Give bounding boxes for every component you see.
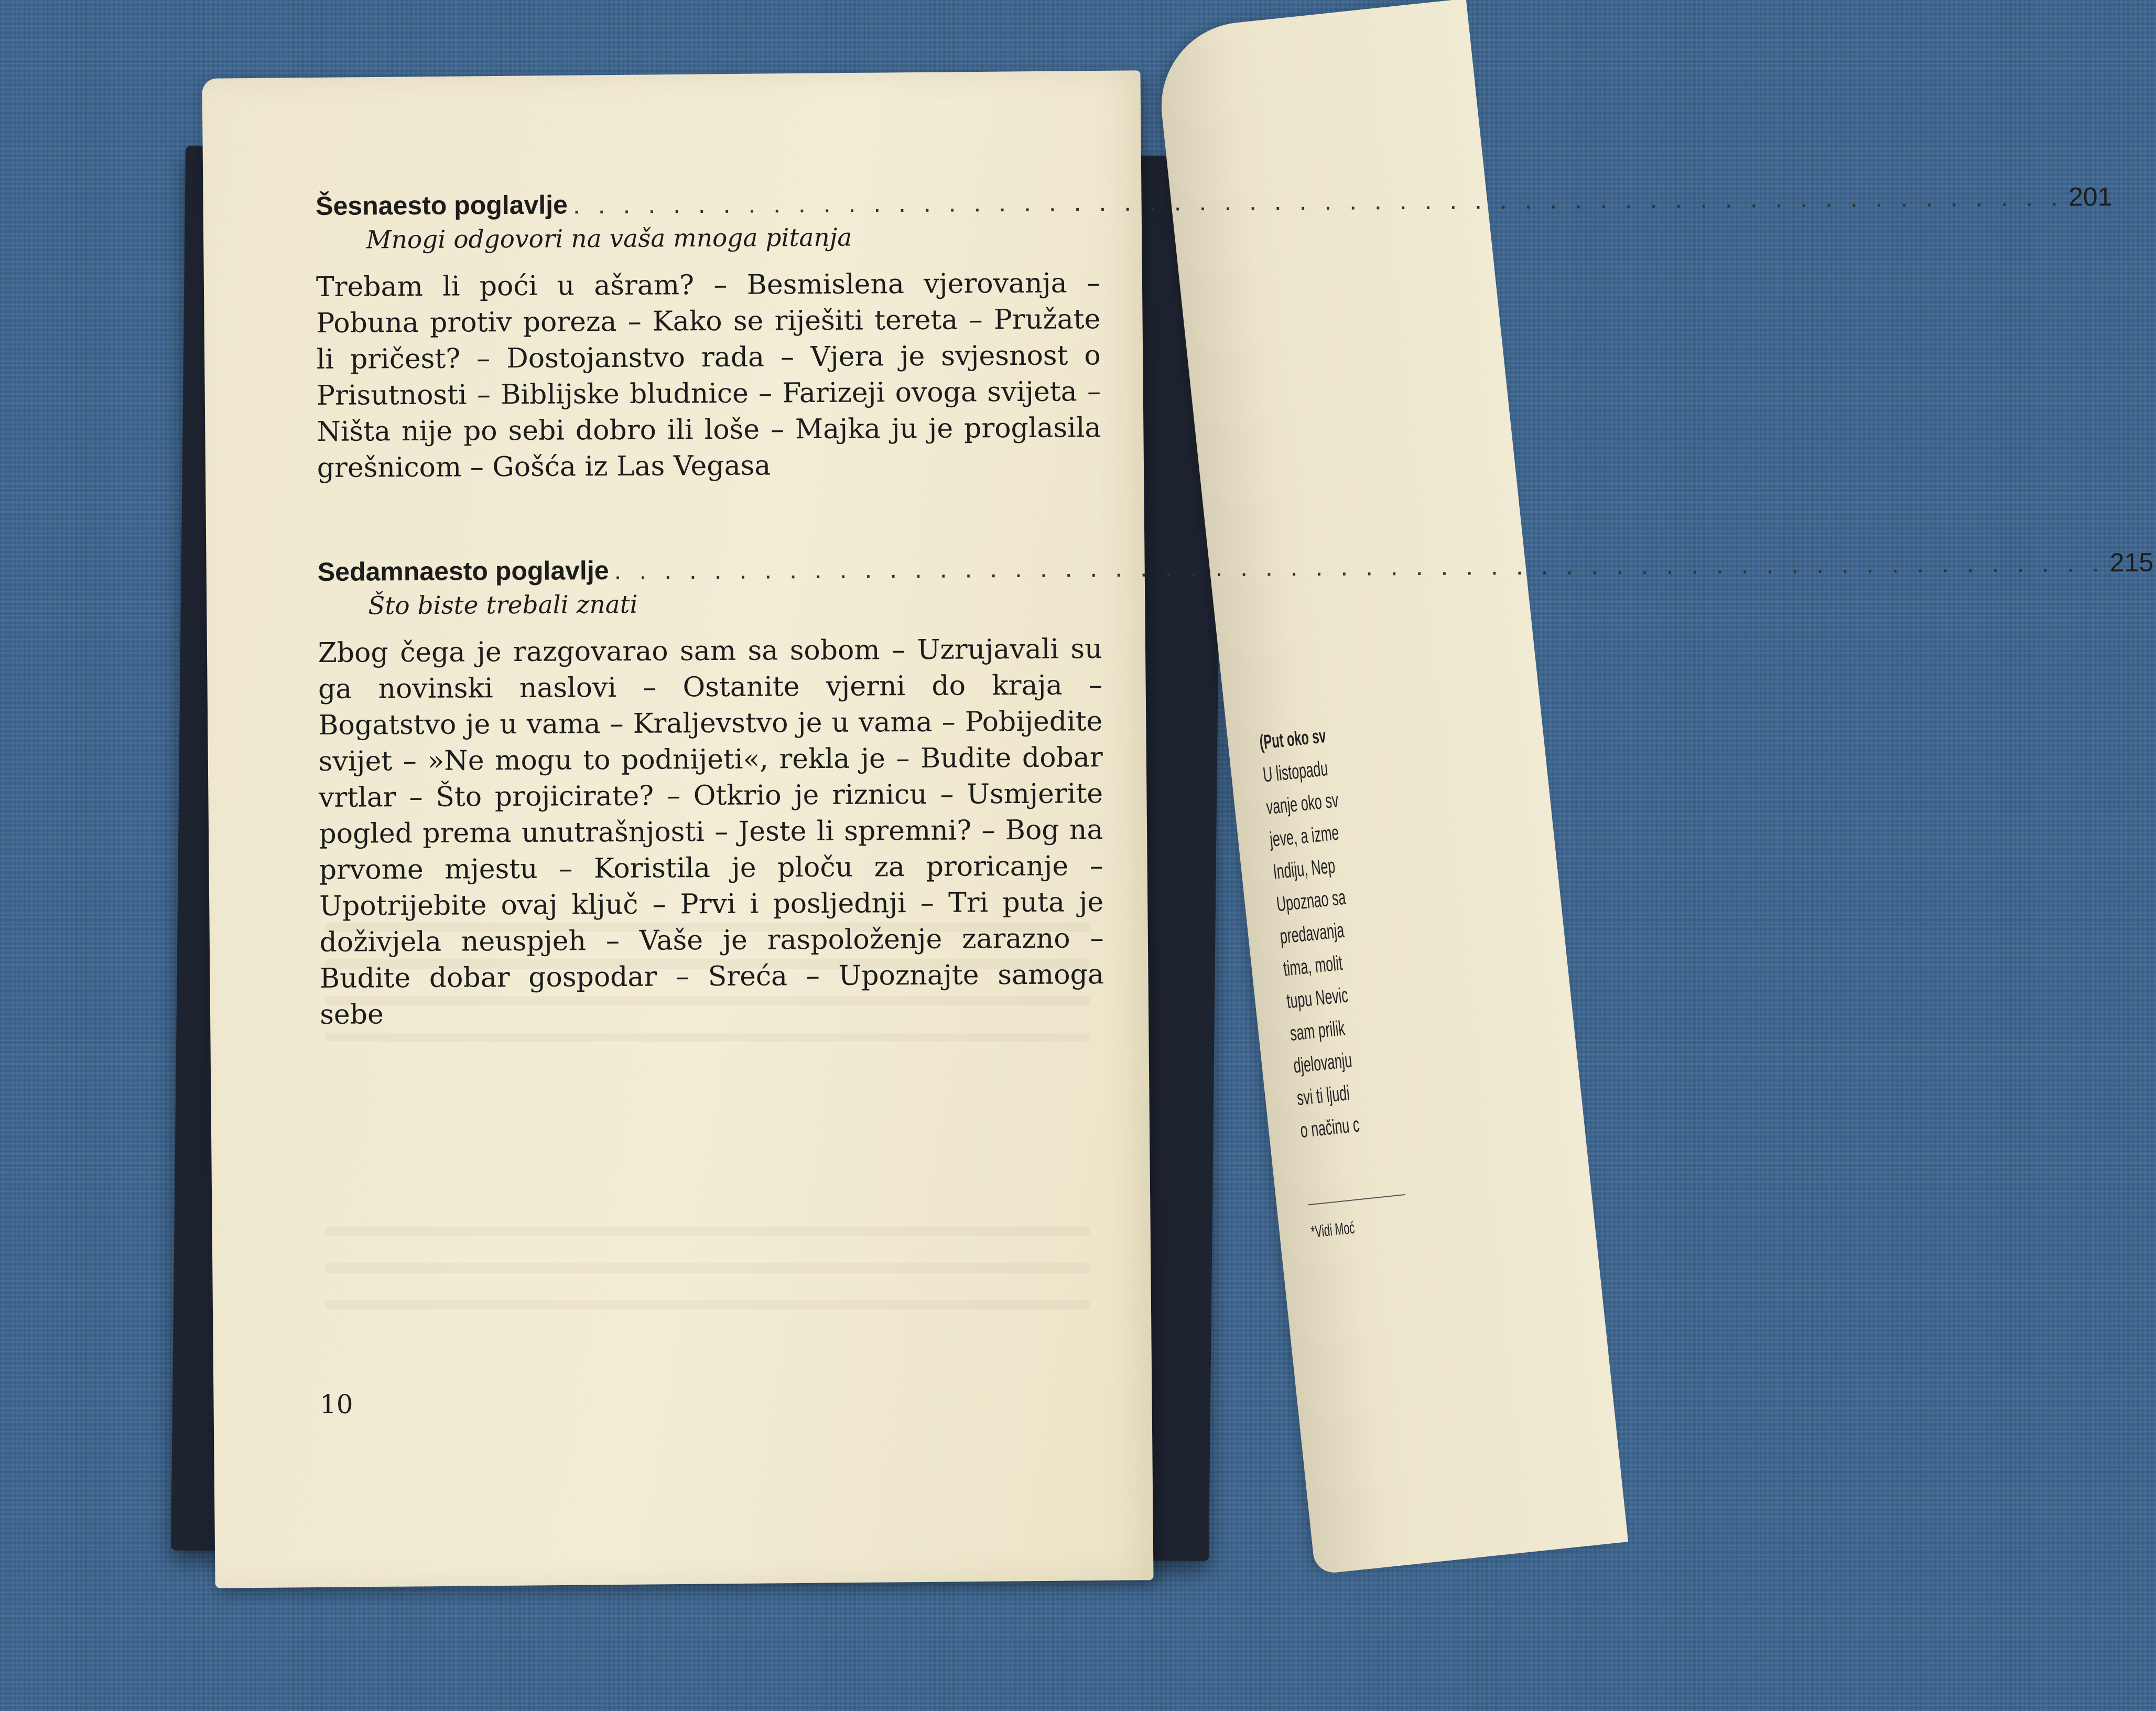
right-page-line: o načinu c [1299, 1113, 1361, 1143]
chapter-heading [317, 547, 2154, 589]
right-page-text [1258, 717, 1410, 1248]
right-page-line: tima, molit [1282, 951, 1344, 981]
chapter-subtitle: Što biste trebali znati [368, 590, 638, 621]
chapter-heading [316, 182, 2112, 223]
right-page-line: jeve, a izme [1269, 821, 1340, 852]
show-through-line [325, 1263, 1090, 1273]
chapter-title: Šesnaesto poglavlje [316, 190, 568, 221]
toc-section [316, 182, 2112, 486]
right-page-line: tupu Nevic [1285, 983, 1349, 1013]
right-page-line: sam prilik [1289, 1016, 1346, 1046]
chapter-topics: Trebam li poći u ašram? – Besmislena vjerovanja – Pobuna protiv poreza – Kako se riješiti tereta – Pružate li pričest? – Dostojanstvo rada – Vjera je svjesnost o Prisutnosti – Biblijske bludnice – Farizeji ovoga svijeta – Ništa nije po sebi dobro ili loše – Majka ju je proglasila grešnicom – Gošća iz Las Vegasa [316, 267, 1101, 484]
right-page-heading: (Put oko sv [1258, 725, 1327, 754]
right-page-line: U listopadu [1262, 757, 1329, 787]
right-page-line: djelovanju [1292, 1048, 1353, 1078]
right-page-line: Upoznao sa [1275, 885, 1347, 916]
chapter-page-number: 215 [2109, 547, 2154, 578]
show-through-line [325, 1033, 1090, 1042]
dot-leader [614, 545, 2104, 588]
page-number: 10 [320, 1389, 353, 1420]
show-through-line [325, 1227, 1090, 1236]
right-page-line: svi ti ljudi [1295, 1081, 1351, 1110]
chapter-page-number: 201 [2068, 182, 2112, 212]
right-page-line: vanje oko sv [1265, 788, 1340, 819]
dot-leader [573, 180, 2063, 222]
chapter-topics: Zbog čega je razgovarao sam sa sobom – Uzrujavali su ga novinski naslovi – Ostanite vjerni do kraja – Bogatstvo je u vama – Kraljevstvo je u vama – Pobijedite svijet – »Ne mogu to podnijeti«, rekla je – Budite dobar vrtlar – Što projicirate? – Otkrio je riznicu – Usmjerite pogled prema unutrašnjosti – Jeste li spremni? – Bog na prvome mjestu – Koristila je ploču za proricanje – Upotrijebite ovaj ključ – Prvi i posljednji – Tri puta je doživjela neuspjeh – Vaše je raspoloženje zarazno – Budite dobar gospodar – Sreća – Upoznajte samoga sebe [318, 633, 1104, 1031]
chapter-subtitle: Mnogi odgovori na vaša mnoga pitanja [366, 223, 852, 255]
right-page-line: Indiju, Nep [1272, 854, 1337, 884]
show-through-line [325, 1300, 1090, 1309]
right-page-footnote: *Vidi Moć [1308, 1194, 1410, 1248]
chapter-title: Sedamnaesto poglavlje [317, 556, 609, 587]
right-page-line: predavanja [1279, 918, 1346, 949]
right-page [1153, 0, 1628, 1575]
